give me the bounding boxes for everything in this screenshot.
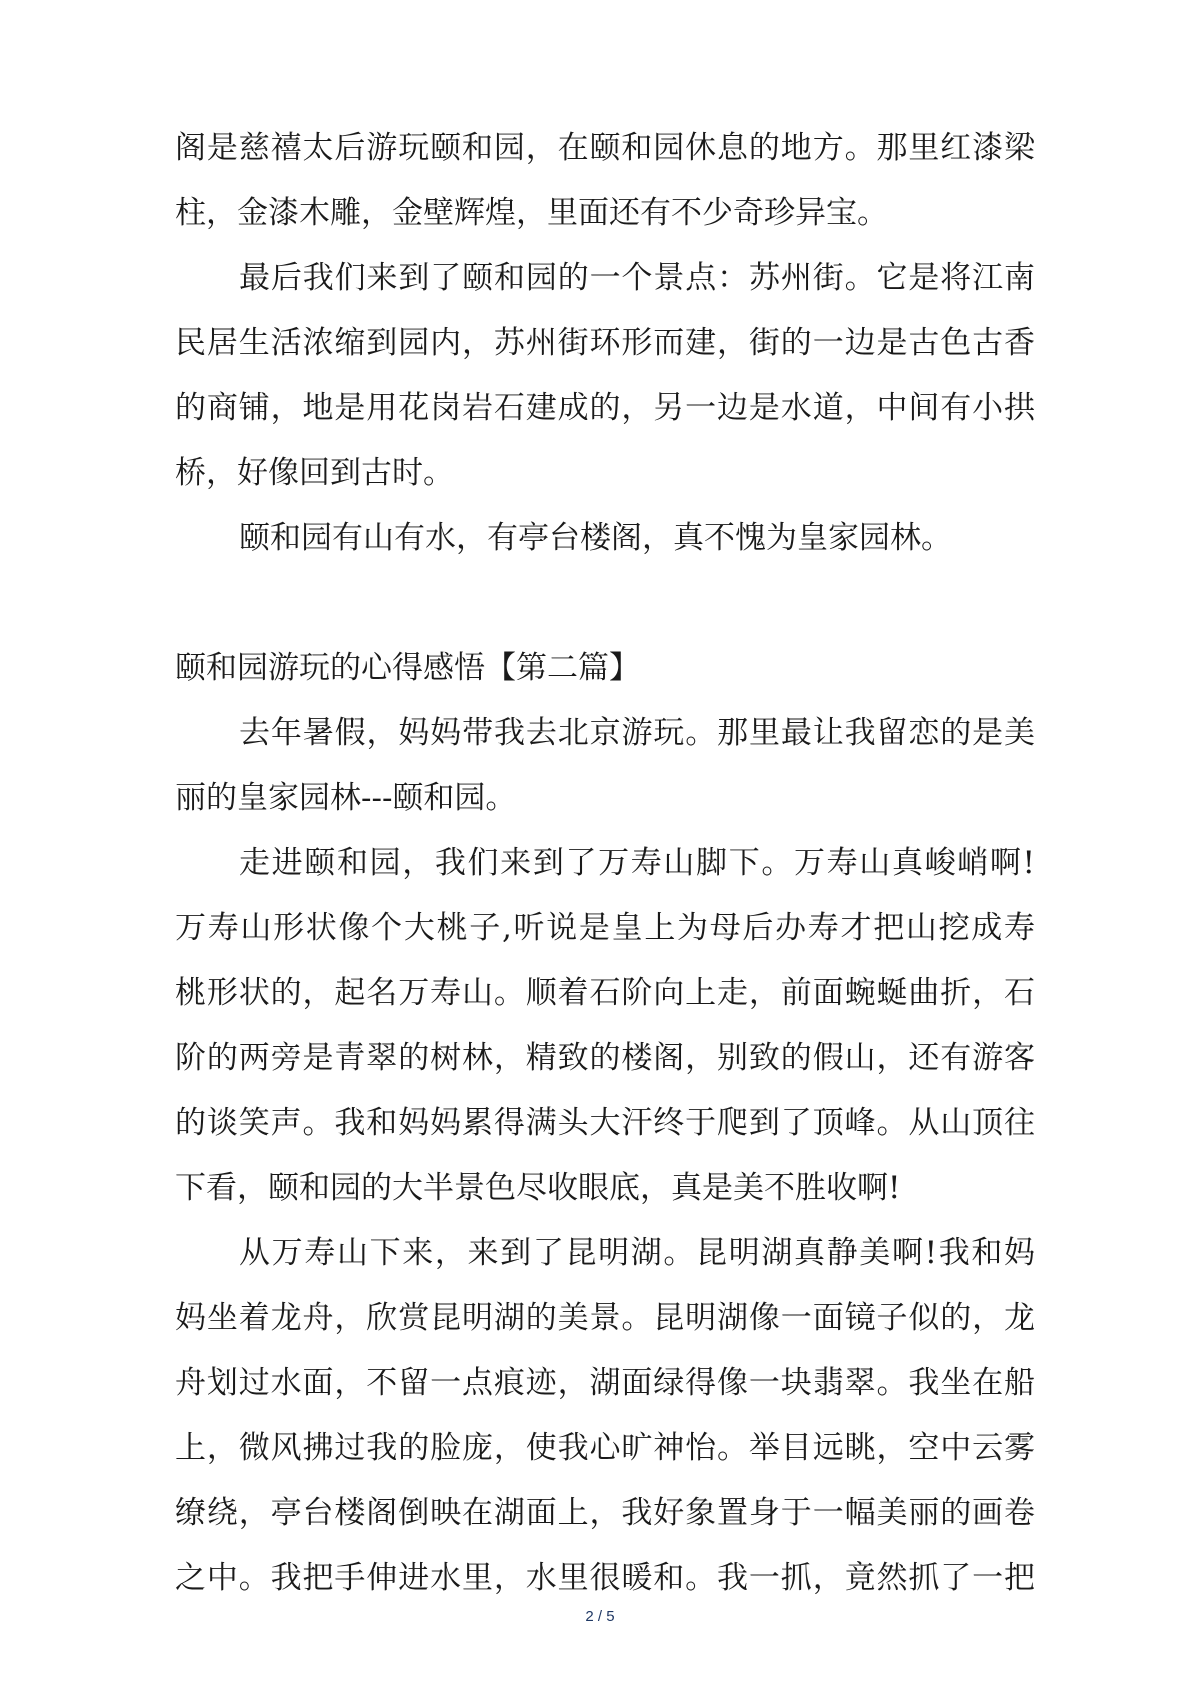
- text-line: 的商铺，地是用花岗岩石建成的，另一边是水道，中间有小拱: [175, 390, 1035, 426]
- paragraph: [175, 831, 1035, 1221]
- paragraph: [175, 506, 1035, 571]
- text-line: 万寿山形状像个大桃子,听说是皇上为母后办寿才把山挖成寿: [175, 910, 1035, 946]
- text-line: 上，微风拂过我的脸庞，使我心旷神怡。举目远眺，空中云雾: [175, 1430, 1035, 1466]
- text-line: 从万寿山下来，来到了昆明湖。昆明湖真静美啊!我和妈: [239, 1235, 1035, 1271]
- text-line: 最后我们来到了颐和园的一个景点：苏州街。它是将江南: [239, 260, 1035, 296]
- text-line: 阁是慈禧太后游玩颐和园，在颐和园休息的地方。那里红漆梁: [175, 130, 1035, 166]
- text-line: 缭绕，亭台楼阁倒映在湖面上，我好象置身于一幅美丽的画卷: [175, 1495, 1035, 1531]
- text-line: 民居生活浓缩到园内，苏州街环形而建，街的一边是古色古香: [175, 325, 1035, 361]
- text-line: 桃形状的，起名万寿山。顺着石阶向上走，前面蜿蜒曲折，石: [175, 975, 1035, 1011]
- page-number: 2 / 5: [585, 1608, 615, 1625]
- text-line: 的谈笑声。我和妈妈累得满头大汗终于爬到了顶峰。从山顶往: [175, 1105, 1035, 1141]
- text-line: 走进颐和园，我们来到了万寿山脚下。万寿山真峻峭啊!: [239, 845, 1035, 881]
- text-line: 阶的两旁是青翠的树林，精致的楼阁，别致的假山，还有游客: [175, 1040, 1035, 1076]
- text-line: 妈坐着龙舟，欣赏昆明湖的美景。昆明湖像一面镜子似的，龙: [175, 1300, 1035, 1336]
- paragraph: [175, 1221, 1035, 1611]
- paragraph: [175, 116, 1035, 246]
- text-line: 去年暑假，妈妈带我去北京游玩。那里最让我留恋的是美: [239, 715, 1035, 751]
- section-heading: 颐和园游玩的心得感悟【第二篇】: [175, 650, 640, 686]
- document-body: [175, 116, 1035, 1611]
- text-line: 之中。我把手伸进水里，水里很暖和。我一抓，竟然抓了一把: [175, 1560, 1035, 1596]
- text-line: 丽的皇家园林---颐和园。: [175, 780, 517, 816]
- text-line: 桥，好像回到古时。: [175, 455, 454, 491]
- paragraph: [175, 701, 1035, 831]
- section-spacer: [175, 571, 1035, 636]
- text-line: 舟划过水面，不留一点痕迹，湖面绿得像一块翡翠。我坐在船: [175, 1365, 1035, 1401]
- paragraph: [175, 246, 1035, 506]
- text-line: 颐和园有山有水，有亭台楼阁，真不愧为皇家园林。: [239, 520, 952, 556]
- text-line: 柱，金漆木雕，金壁辉煌，里面还有不少奇珍异宝。: [175, 195, 888, 231]
- text-line: 下看，颐和园的大半景色尽收眼底，真是美不胜收啊!: [175, 1170, 901, 1206]
